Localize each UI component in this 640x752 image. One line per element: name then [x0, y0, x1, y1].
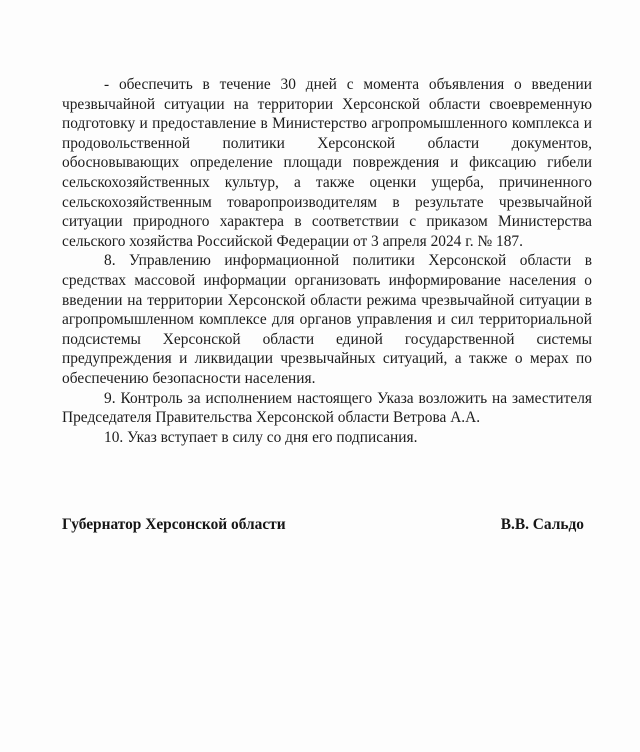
paragraph-item-8: 8. Управлению информационной политики Херсонской области в средствах массовой информации организовать информирование населения о введении на территории Херсонской области режима чрезвычайной ситуации в агропромышленном комплексе для органов управления и сил территориальной подсистемы Херсонской области единой государственной системы предупреждения и ликвидации чрезвычайных ситуаций, а также о мерах по обеспечению безопасности населения.	[62, 252, 592, 387]
paragraph-item-10: 10. Указ вступает в силу со дня его подписания.	[104, 428, 418, 446]
document-body	[62, 75, 592, 447]
paragraph-submission-duty: - обеспечить в течение 30 дней с момента объявления о введении чрезвычайной ситуации на территории Херсонской области своевременную подготовку и предоставление в Министерство агропромышленного комплекса и продовольственной политики Херсонской области документов, обосновывающих определение площади повреждения и фиксацию гибели сельскохозяйственных культур, а также оценки ущерба, причиненного сельскохозяйственным товаропроизводителям в результате чрезвычайной ситуации природного характера в соответствии с приказом Министерства сельского хозяйства Российской Федерации от 3 апреля 2024 г. № 187.	[62, 76, 592, 250]
signature-block	[62, 516, 584, 534]
signatory-position: Губернатор Херсонской области	[62, 516, 286, 533]
paragraph-item-9: 9. Контроль за исполнением настоящего Указа возложить на заместителя Председателя Правительства Херсонской области Ветрова А.А.	[62, 389, 592, 427]
signatory-name: В.В. Сальдо	[500, 516, 584, 533]
